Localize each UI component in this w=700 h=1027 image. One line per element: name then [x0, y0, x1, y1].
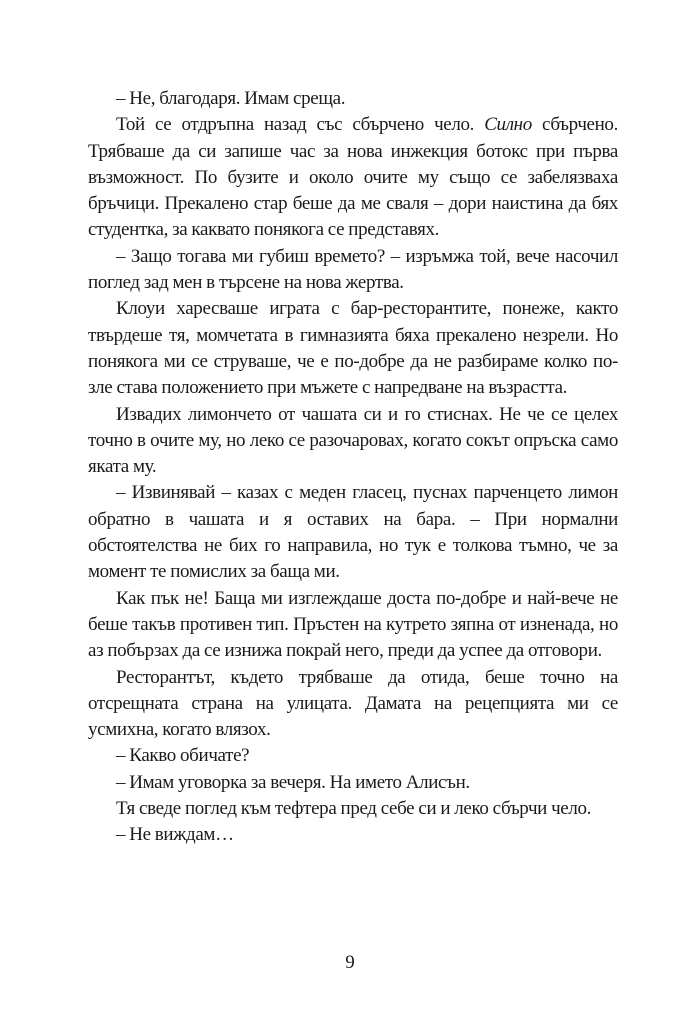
paragraph: Как пък не! Баща ми изглеждаше доста по-добре и най-вече не беше такъв противен тип. Пръстен на кутрето зяпна от изненада, но аз побързах да се изнижа покрай него, преди да успее да отговори.: [88, 587, 618, 662]
paragraph: Клоуи харесваше играта с бар-ресторантите, понеже, както твърдеше тя, момчетата в гимназията бяха прекалено незрели. Но понякога ми се струваше, че е по-добре да не разбираме колко по-зле става положението при мъжете с напредване на възрастта.: [88, 298, 618, 399]
emphasis-word: Силно: [484, 114, 532, 136]
paragraph: Ресторантът, където трябваше да отида, беше точно на отсрещната страна на улицата. Дамата на рецепцията ми се усмихна, когато влязох.: [88, 666, 618, 741]
page-number: 9: [345, 952, 355, 973]
paragraph: Тя сведе поглед към тефтера пред себе си и леко сбърчи чело.: [116, 798, 592, 820]
body-text: [88, 86, 618, 849]
paragraph-text: Той се отдръпна назад със сбърчено чело.: [116, 114, 485, 136]
paragraph: – Какво обичате?: [116, 745, 250, 767]
paragraph: – Не виждам…: [116, 824, 234, 846]
paragraph: [88, 112, 618, 243]
paragraph: – Имам уговорка за вечеря. На името Алисън.: [116, 771, 470, 793]
paragraph: – Не, благодаря. Имам среща.: [116, 88, 346, 109]
paragraph: – Защо тогава ми губиш времето? – изръмжа той, вече насочил поглед зад мен в търсене на нова жертва.: [88, 245, 618, 294]
paragraph: Извадих лимончето от чашата си и го стиснах. Не че се целех точно в очите му, но леко се разочаровах, когато сокът опръска само яката му.: [88, 403, 618, 478]
paragraph-text: сбърчено. Трябваше да си запише час за нова инжекция ботокс при първа възможност. По бузите и около очите му също се забелязваха бръчици. Прекалено стар беше да ме сваля – дори наистина да бях студентка, за каквато понякога се представях.: [88, 114, 618, 241]
paragraph: – Извинявай – казах с меден гласец, пуснах парченцето лимон обратно в чашата и я оставих на бара. – При нормални обстоятелства не бих го направила, но тук е толкова тъмно, че за момент те помислих за баща ми.: [88, 482, 618, 583]
